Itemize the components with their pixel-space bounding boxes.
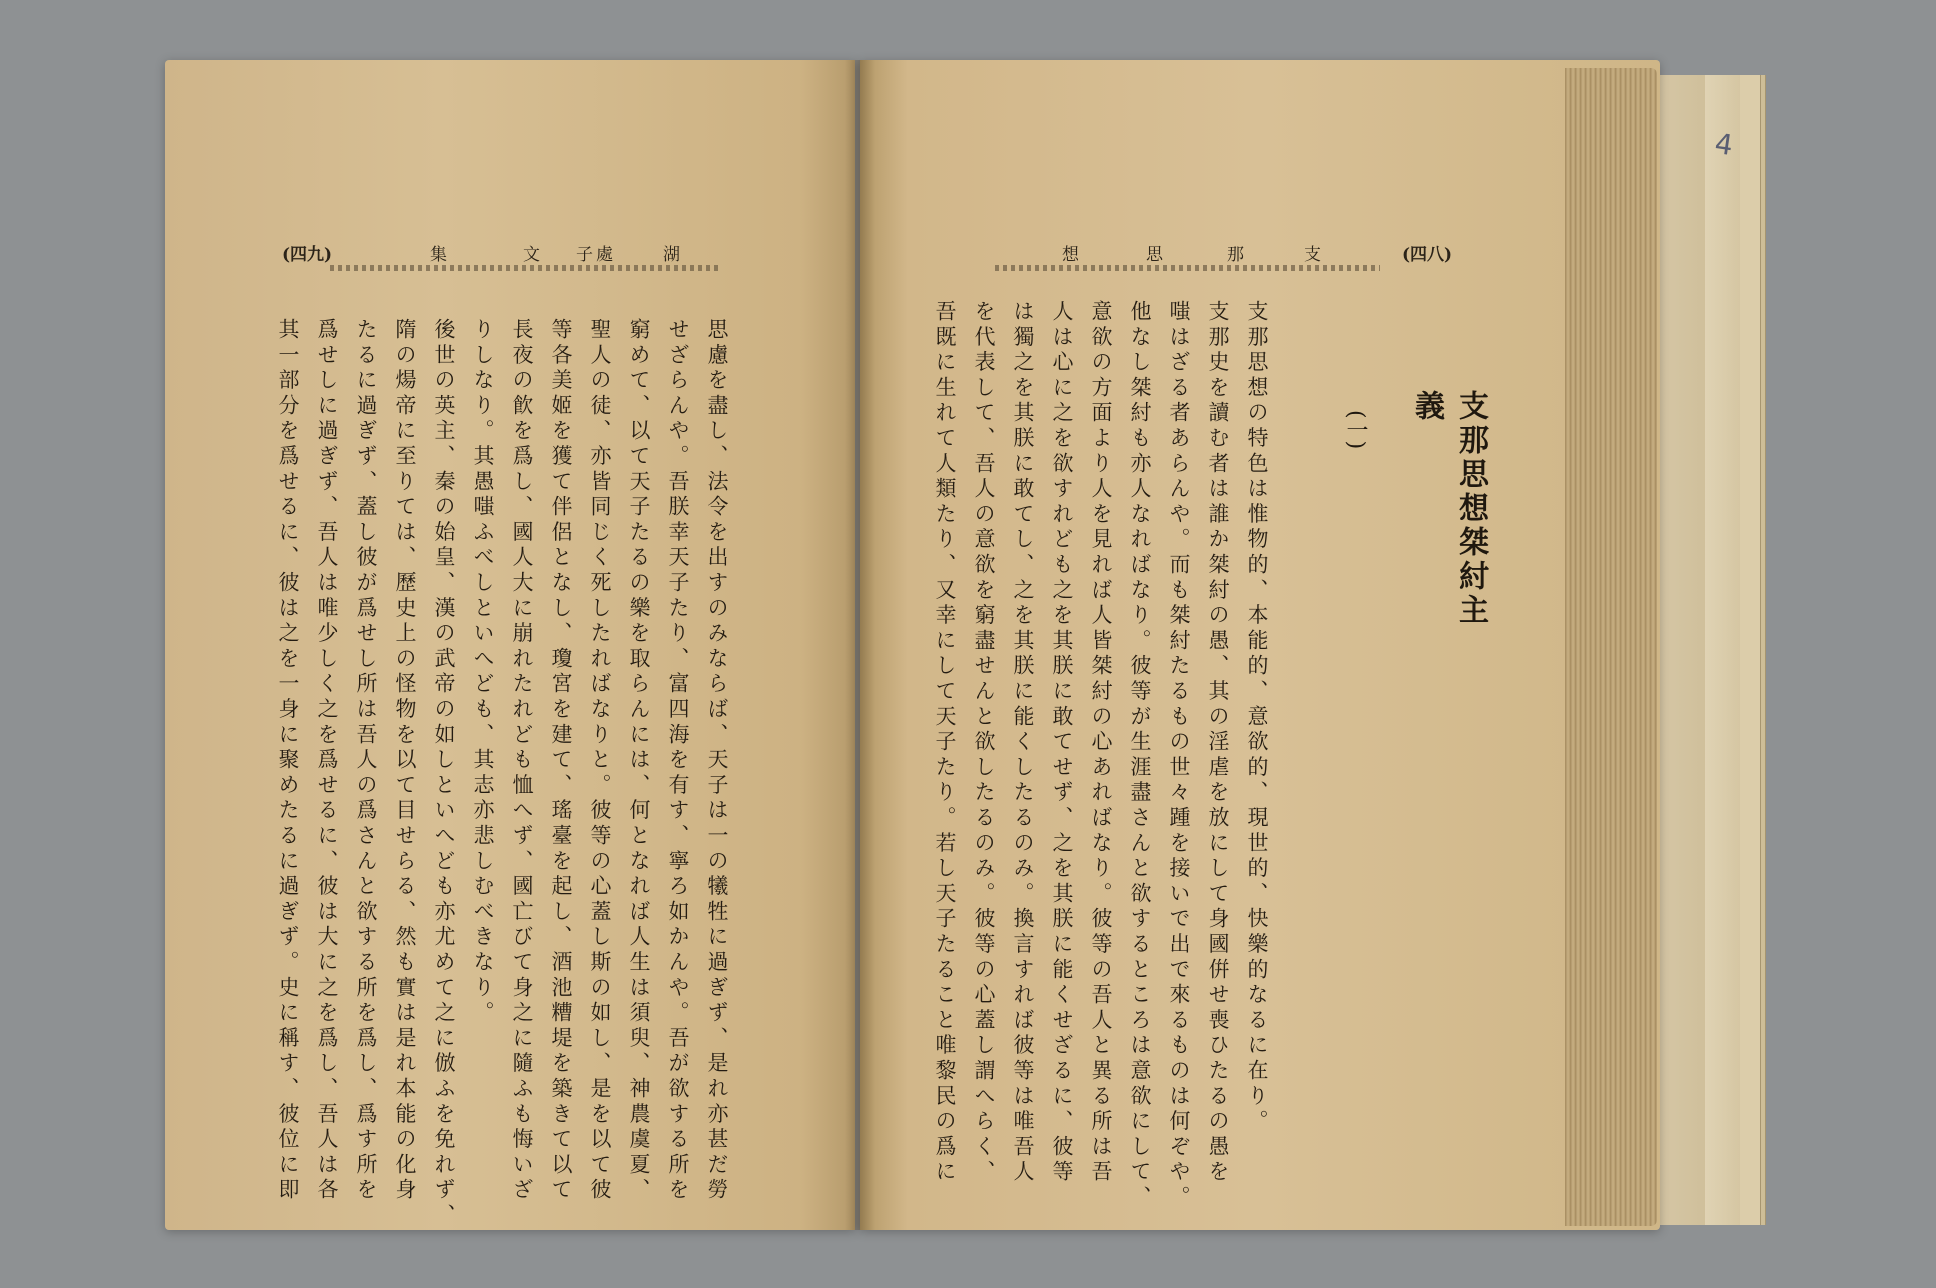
text-line: 長夜の飮を爲し、國人大に崩れたれども恤へず、國亡びて身之に隨ふも悔いざ	[510, 318, 534, 1204]
text-line: 他なし桀紂も亦人なればなり。彼等が生涯盡さんと欲するところは意欲にして、	[1128, 300, 1152, 1211]
left-body-text	[268, 318, 736, 1229]
text-line: 隋の煬帝に至りては、歷史上の怪物を以て目せらる、然も實は是れ本能の化身	[393, 318, 417, 1204]
page-edges	[1565, 68, 1657, 1226]
right-page-number: (四八)	[1402, 245, 1453, 265]
left-page-number: (四九)	[282, 245, 333, 265]
text-line: は獨之を其朕に敢てし、之を其朕に能くしたるのみ。換言すれば彼等は唯吾人	[1011, 300, 1035, 1186]
text-line: 後世の英主、秦の始皇、漢の武帝の如しといへども亦尤めて之に倣ふを免れず、	[432, 318, 456, 1229]
right-header-rule	[995, 265, 1380, 271]
left-title-char: 湖	[663, 245, 680, 265]
section-number: (一)	[1343, 410, 1368, 450]
left-title-char: 處	[596, 245, 613, 265]
right-body-text	[925, 300, 1276, 1211]
text-line: 窮めて、以て天子たるの樂を取らんには、何となれば人生は須臾、神農虞夏、	[627, 318, 651, 1204]
text-line: 吾既に生れて人類たり、又幸にして天子たり。若し天子たること唯黎民の爲に	[933, 300, 957, 1186]
pencil-note: 4	[1712, 126, 1736, 163]
left-title-char: 文	[523, 245, 540, 265]
right-title-char: 支	[1304, 245, 1321, 265]
left-header-rule	[330, 265, 720, 271]
text-line: 爲せしに過ぎず、吾人は唯少しく之を爲せるに、彼は大に之を爲し、吾人は各	[315, 318, 339, 1204]
text-line: せざらんや。吾朕幸天子たり、富四海を有す、寧ろ如かんや。吾が欲する所を	[666, 318, 690, 1204]
text-line: 意欲の方面より人を見れば人皆桀紂の心あればなり。彼等の吾人と異る所は吾	[1089, 300, 1113, 1186]
text-line: 聖人の徒、亦皆同じく死したればなりと。彼等の心蓋し斯の如し、是を以て彼	[588, 318, 612, 1204]
right-title-char: 思	[1146, 245, 1163, 265]
chapter-title: 支那思想桀紂主義	[1409, 390, 1488, 628]
book-gutter	[845, 60, 875, 1230]
right-title-char: 那	[1227, 245, 1244, 265]
text-line: 支那史を讀む者は誰か桀紂の愚、其の淫虐を放にして身國倂せ喪ひたるの愚を	[1206, 300, 1230, 1186]
text-line: 思慮を盡し、法令を出すのみならば、天子は一の犧牲に過ぎず、是れ亦甚だ勞	[705, 318, 729, 1204]
text-line: 其一部分を爲せるに、彼は之を一身に聚めたるに過ぎず。史に稱す、彼位に即	[276, 318, 300, 1204]
page-stack-front	[1740, 75, 1761, 1225]
left-title-char: 子	[576, 245, 593, 265]
text-line: 等各美姬を獲て伴侶となし、瓊宮を建て、瑤臺を起し、酒池糟堤を築きて以て	[549, 318, 573, 1204]
right-title-char: 想	[1062, 245, 1079, 265]
text-line: を代表して、吾人の意欲を窮盡せんと欲したるのみ。彼等の心蓋し謂へらく、	[972, 300, 996, 1186]
text-line: 嗤はざる者あらんや。而も桀紂たるもの世々踵を接いで出で來るものは何ぞや。	[1167, 300, 1191, 1211]
left-title-char: 集	[430, 245, 447, 265]
text-line: たるに過ぎず、蓋し彼が爲せし所は吾人の爲さんと欲する所を爲し、爲す所を	[354, 318, 378, 1204]
text-line: 人は心に之を欲すれども之を其朕に敢てせず、之を其朕に能くせざるに、彼等	[1050, 300, 1074, 1186]
text-line: 支那思想の特色は惟物的、本能的、意欲的、現世的、快樂的なるに在り。	[1245, 300, 1269, 1135]
text-line: りしなり。其愚嗤ふべしといへども、其志亦悲しむべきなり。	[471, 318, 495, 1027]
